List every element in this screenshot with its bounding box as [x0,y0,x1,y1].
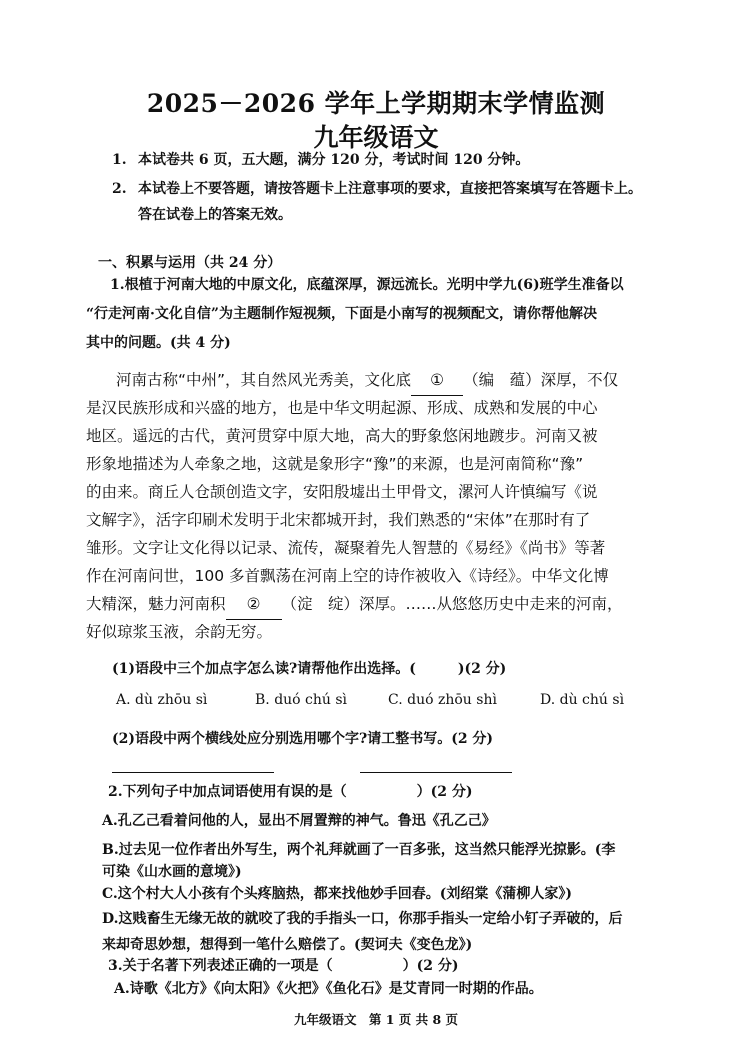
q1-intro-line: 其中的问题。(共 4 分) [86,335,231,351]
q1-sub2-question: (2)语段中两个横线处应分别选用哪个字?请工整书写。(2 分) [112,731,494,747]
note-text: 本试卷共 6 页，五大题，满分 120 分，考试时间 120 分钟。 [138,152,530,168]
note-2-continued: 答在试卷上的答案无效。 [138,207,292,223]
passage-text: （淀 绽）深厚。……从悠悠历史中走来的河南， [281,595,623,613]
exam-subtitle: 九年级语文 [313,123,439,152]
passage-line [86,590,623,620]
note-2 [112,177,642,201]
note-1 [112,148,529,172]
q1-sub1-question: (1)语段中三个加点字怎么读?请帮他作出选择。( )(2 分) [112,661,507,677]
q2-option-b: B.过去见一位作者出外写生，两个礼拜就画了一百多张，这当然只能浮光掠影。(李 [102,842,616,858]
q1-intro-line: “行走河南·文化自信”为主题制作短视频，下面是小南写的视频配文，请你帮他解决 [86,306,597,322]
q3-question: 3.关于名著下列表述正确的一项是（ ）(2 分) [108,958,459,974]
passage-text: 河南古称“中州”，其自然风光秀美，文化底 [116,371,412,389]
passage-line: 是汉民族形成和兴盛的地方，也是中华文明起源、形成、成熟和发展的中心 [86,399,598,417]
page-footer [0,1010,752,1028]
option-b: B. duó chú sì [255,692,348,708]
exam-title: 2025－2026 学年上学期期末学情监测 [146,89,606,118]
note-number: 1. [112,152,127,168]
q1-intro-line: 1.根植于河南大地的中原文化，底蕴深厚，源远流长。光明中学九(6)班学生准备以 [110,277,624,293]
q2-option-c: C.这个村大人小孩有个头疼脑热，都来找他妙手回春。(刘绍棠《蒲柳人家》) [102,886,573,902]
passage-line: 好似琼浆玉液，余韵无穷。 [86,623,273,641]
q2-option-d-continued: 来却奇思妙想，想得到一笔什么赔偿了。(契诃夫《变色龙》) [102,937,473,953]
blank-1: ① [411,366,463,396]
option-d: D. dù chú sì [540,692,625,708]
q3-option-a: A.诗歌《北方》《向太阳》《火把》《鱼化石》是艾青同一时期的作品。 [114,981,543,997]
passage-line: 作在河南问世，100 多首飘荡在河南上空的诗作被收入《诗经》。中华文化博 [86,567,609,585]
q2-option-a: A.孔乙己看着问他的人，显出不屑置辩的神气。鲁迅《孔乙己》 [102,813,496,829]
answer-line [112,772,274,773]
footer-page-number: 第 1 页 共 8 页 [368,1012,459,1027]
passage-line: 文解字》，活字印刷术发明于北宋都城开封，我们熟悉的“宋体”在那时有了 [86,511,591,529]
passage-line: 雏形。文字让文化得以记录、流传，凝聚着先人智慧的《易经》《尚书》等著 [86,539,606,557]
passage-line: 形象地描述为人牵象之地，这就是象形字“豫”的来源，也是河南简称“豫” [86,455,584,473]
option-c: C. duó zhōu shì [388,692,497,708]
passage-text: 大精深，魅力河南积 [86,595,226,613]
passage-text: （编 蕴）深厚，不仅 [463,371,619,389]
q2-question: 2.下列句子中加点词语使用有误的是（ ）(2 分) [108,784,473,800]
note-text: 本试卷上不要答题，请按答题卡上注意事项的要求，直接把答案填写在答题卡上。 [138,181,642,197]
blank-2: ② [226,590,282,620]
note-number: 2. [112,181,127,197]
option-a: A. dù zhōu sì [116,692,208,708]
passage-line: 的由来。商丘人仓颉创造文字，安阳殷墟出土甲骨文，漯河人许慎编写《说 [86,483,598,501]
q2-option-d: D.这贱畜生无缘无故的就咬了我的手指头一口，你那手指头一定给小钉子弄破的，后 [102,911,623,927]
q2-option-b-continued: 可染《山水画的意境》) [102,864,242,880]
passage-line: 地区。遥远的古代，黄河贯穿中原大地，高大的野象悠闲地踱步。河南又被 [86,427,598,445]
footer-subject: 九年级语文 [293,1012,357,1027]
section-title: 一、积累与运用（共 24 分） [98,255,282,271]
answer-line [360,772,512,773]
passage-line [116,366,618,396]
